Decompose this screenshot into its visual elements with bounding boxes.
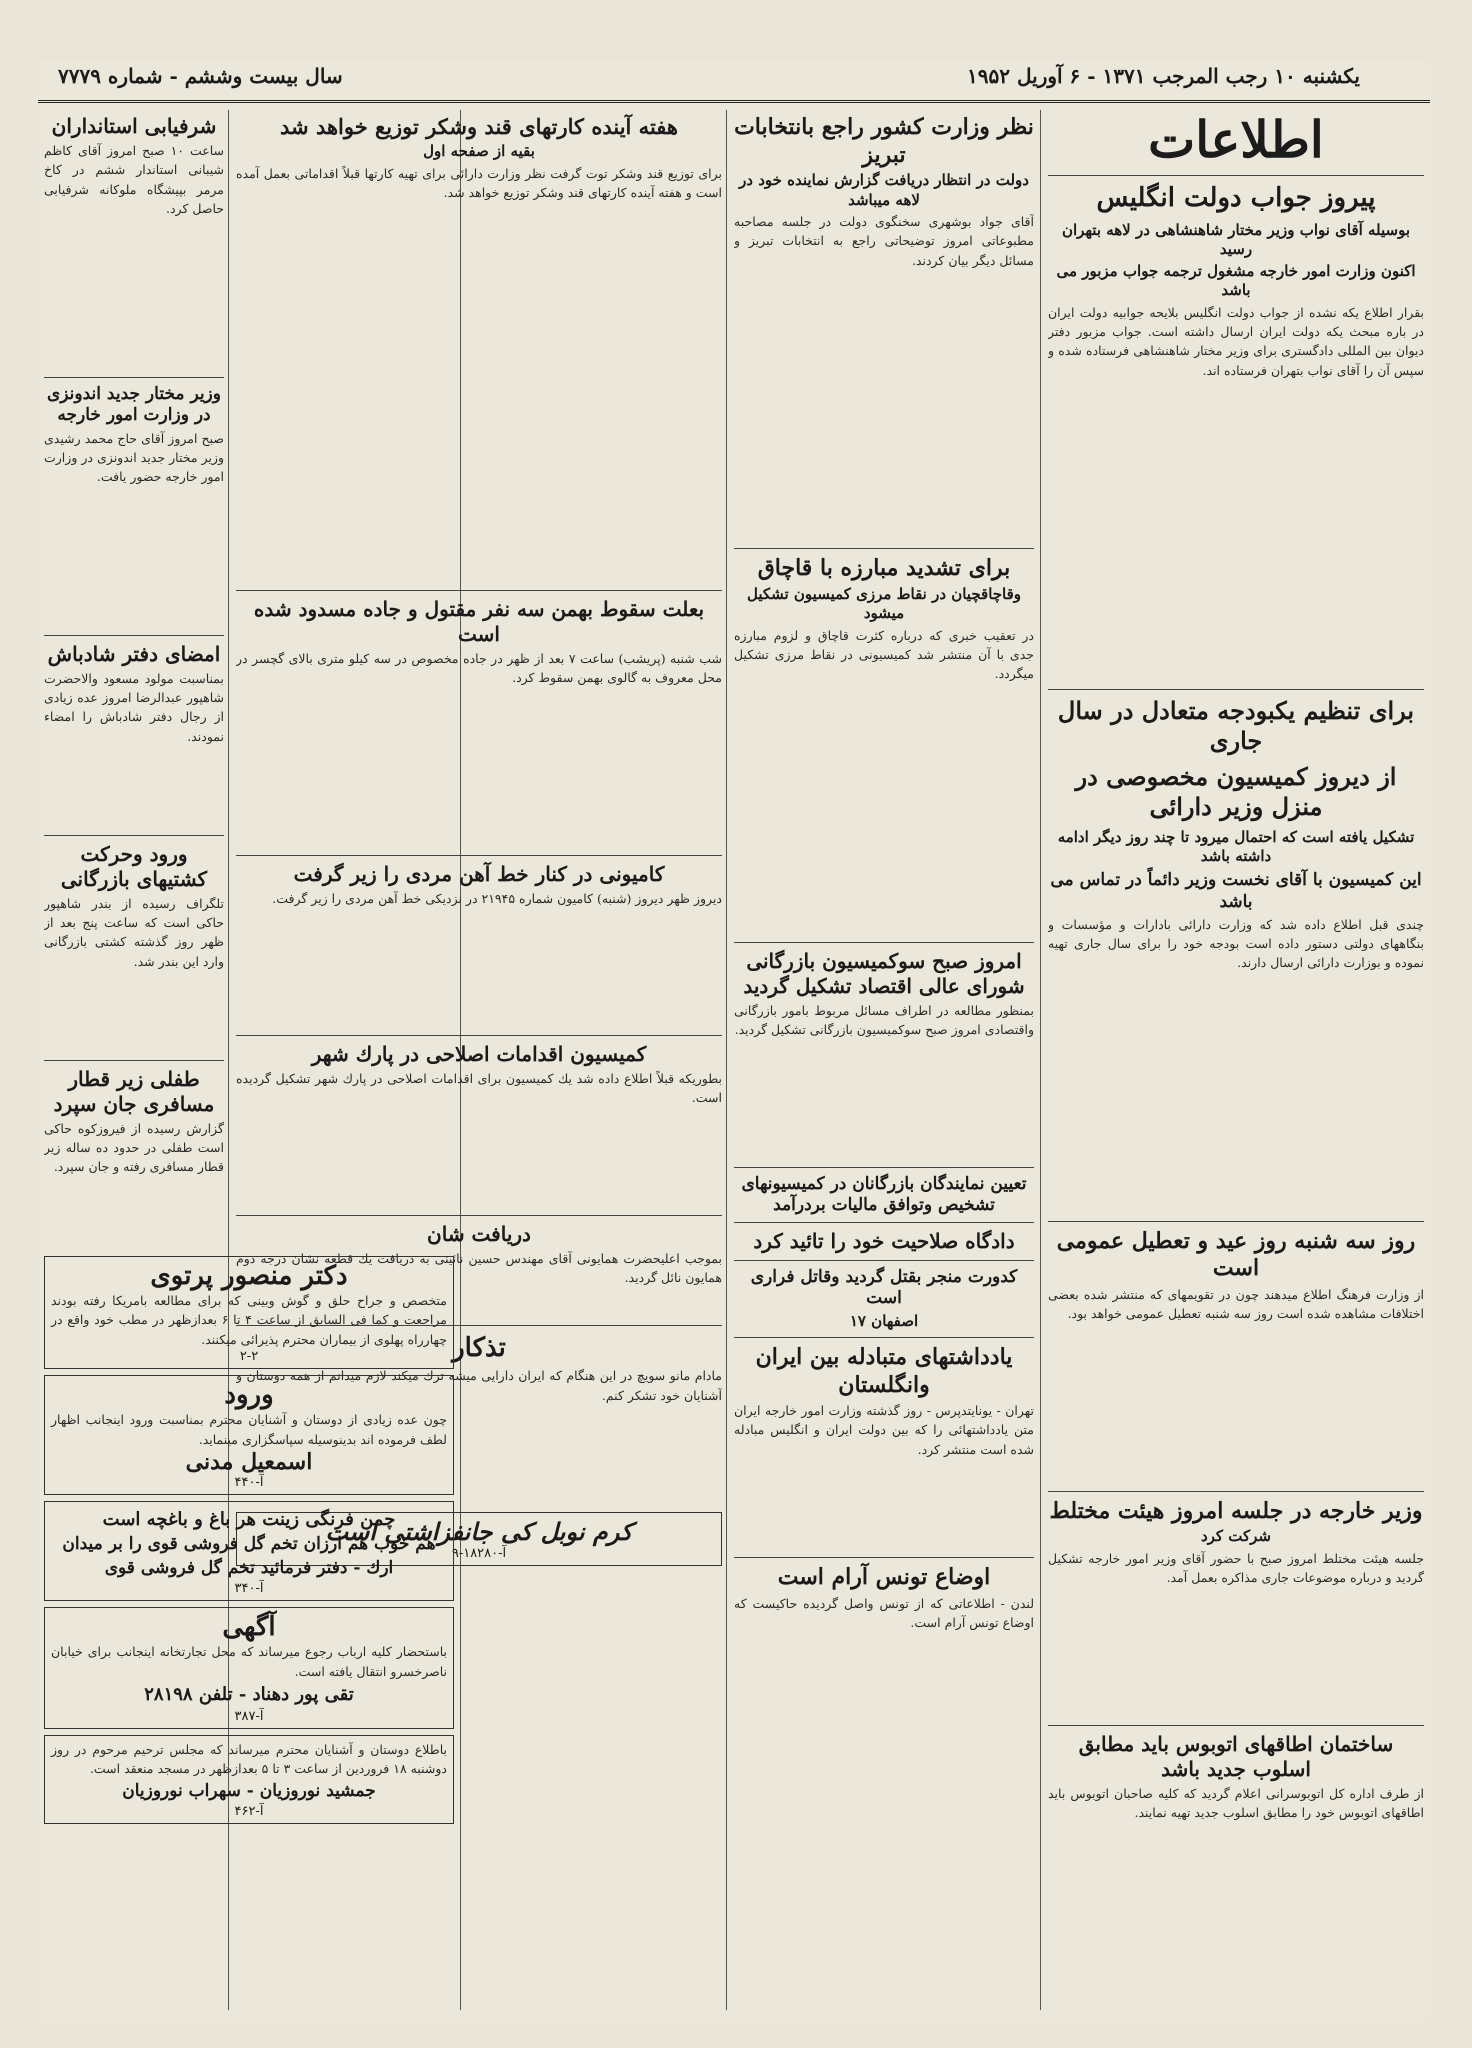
- headline-foreign-minister: وزير خارجه در جلسه امروز هيئت مختلط: [1049, 1497, 1423, 1524]
- advert-phone: تقى پور دهناد - تلفن ۲۸۱۹۸: [144, 1684, 354, 1706]
- article-body: بمناسبت مولود مسعود والاحضرت شاهپور عبدالرضا امروز عده زيادى از رجال دفتر شادباش را امضاء نمودند.: [44, 670, 224, 744]
- column-2: [734, 110, 1034, 2000]
- advert-text: باطلاع دوستان و آشنايان محترم ميرساند كه مجلس ترحيم مرحوم در روز دوشنبه ۱۸ فروردين از ساعت ۳ تا ۵ بعدازظهر در مسجد منعقد است.: [51, 1741, 447, 1776]
- headline-notes: يادداشتهاى متبادله بين ايران وانگلستان: [755, 1344, 1013, 1398]
- headline-train: طفلى زير قطار مسافرى جان سپرد: [53, 1066, 215, 1116]
- article-body: در تعقيب خبرى كه درباره كثرت قاچاق و لزوم مبارزه جدى با آن منتشر شد كميسيونى در نقاط مرزى تشكيل ميگردد.: [734, 627, 1034, 682]
- advert-code: ۲-۲: [239, 1349, 259, 1365]
- advert-code: آ-۳۴۰: [234, 1581, 264, 1597]
- headline-smuggling: براى تشديد مبارزه با قاچاق: [757, 555, 1011, 581]
- subheadline: دولت در انتظار دريافت گزارش نماينده خود در لاهه ميباشد: [739, 171, 1029, 209]
- advert-text: چون عده زيادى از دوستان و آشنايان محترم بمناسبت ورود اينجانب اظهار لطف فرموده اند بدينوسيله سپاسگزارى مينمايد.: [51, 1412, 447, 1447]
- advert-text: كرم نوبل كى جانفزاشتى است: [325, 1517, 633, 1547]
- article-body: چندى قبل اطلاع داده شد كه وزارت دارائى بادارات و مؤسسات و بنگاههاى دولتى دستور داده است بودجه خود را براى سال جارى تهيه نموده و بوزارت دارائى ارسال دارند.: [1048, 916, 1424, 971]
- headline-tabriz: نظر وزارت كشور راجع بانتخابات تبريز: [734, 114, 1034, 168]
- headline-bus: ساختمان اطاقهاى اتوبوس بايد مطابق اسلوب جديد باشد: [1078, 1731, 1394, 1781]
- article-body: تهران - يونايتدپرس - روز گذشته وزارت امور خارجه ايران متن يادداشتهائى را كه بين دولت ايران و انگليس مبادله شده است منتشر كرد.: [734, 1403, 1034, 1457]
- article-body: بموجب اعليحضرت همايونى آقاى مهندس حسين نائينى به دريافت يك قطعه نشان درجه دوم همايون نائل گرديد.: [236, 1250, 722, 1286]
- subheadline: وقاچاقچيان در نقاط مرزى كميسيون تشكيل ميشود: [746, 584, 1022, 622]
- article-body: جلسه هيئت مختلط امروز صبح با حضور آقاى وزير امور خارجه تشكيل گرديد و درباره موضوعات جارى مذاكره بعمل آمد.: [1048, 1550, 1424, 1586]
- article-body: ساعت ۱۰ صبح امروز آقاى كاظم شيبانى استاندار ششم در كاخ مرمر بپيشگاه ملوكانه شرفيابى حاصل كرد.: [44, 143, 224, 217]
- masthead-issue: سال بيست وششم - شماره ۷۷۷۹: [58, 64, 343, 88]
- advert-code: آ-۳۸۷: [234, 1708, 264, 1724]
- article-body: براى توزيع قند وشكر توت گرفت نظر وزارت دارائى براى تهيه كارتها قبلاً اقداماتى بعمل آمده است و هفته آينده كارتهاى قند وشكر توزيع خواهد شد.: [236, 165, 722, 201]
- article-body: آقاى جواد بوشهرى سخنگوى دولت در جلسه مصاحبه مطبوعاتى امروز توضيحاتى راجع به انتخابات تبريز و مسائل ديگر بيان كردند.: [734, 214, 1034, 268]
- headline-holiday: روز سه شنبه روز عيد و تعطيل عمومى است: [1056, 1227, 1416, 1282]
- article-body: تلگراف رسيده از بندر شاهپور حاكى است كه ساعت پنج بعد از ظهر روز گذشته كشتى بازرگانى وارد اين بندر شد.: [44, 895, 224, 969]
- article-body: از طرف اداره كل اتوبوسرانى اعلام گرديد كه كليه صاحبان اتوبوس بايد اطاقهاى اتوبوس خود را مطابق اسلوب جديد تهيه نمايند.: [1048, 1785, 1424, 1821]
- advert-text: متخصص و جراح حلق و گوش وبينى كه براى مطالعه بامريكا رفته بودند مراجعت و كما فى السابق از ساعت ۴ تا ۶ بعدازظهر در مطب خود واقع در چهارراه پهلوى از بيماران محترم پذيرائى ميكنند.: [51, 1293, 447, 1347]
- masthead: [38, 60, 1430, 103]
- article-body: گزارش رسيده از فيروزكوه حاكى است طفلى در حدود ده ساله زير قطار مسافرى رفته و جان سپرد.: [44, 1120, 224, 1175]
- headline-indonesia: وزير مختار جديد اندونزى در وزارت امور خارجه: [47, 384, 221, 426]
- subheadline: بوسيله آقاى نواب وزير مختار شاهنشاهى در لاهه بتهران رسيد: [1061, 220, 1411, 258]
- advert-code: آ-۴۴۰: [234, 1474, 264, 1490]
- subheadline: تشكيل يافته است كه احتمال ميرود تا چند روز ديگر ادامه داشته باشد: [1057, 827, 1415, 865]
- advert-seeds: [44, 1501, 454, 1602]
- advert-arrival: [44, 1375, 454, 1495]
- dateline: اصفهان ۱۷: [849, 1311, 919, 1330]
- continued-note: بقيه از صفحه اول: [423, 142, 535, 161]
- headline-court: دادگاه صلاحيت خود را تائيد كرد: [753, 1229, 1015, 1253]
- headline-notice: تذكار: [452, 1332, 506, 1363]
- subheadline: اكنون وزارت امور خارجه مشغول ترجمه جواب مزبور مى باشد: [1056, 261, 1416, 299]
- headline-truck: كاميونى در كنار خط آهن مردى را زير گرفت: [293, 861, 665, 886]
- headline-ships: ورود وحركت كشتيهاى بازرگانى: [60, 841, 208, 891]
- article-body: صبح امروز آقاى حاج محمد رشيدى وزير مختار جديد اندونزى در وزارت امور خارجه حضور يافت.: [44, 430, 224, 485]
- headline-park: كميسيون اقدامات اصلاحى در پارك شهر: [311, 1041, 647, 1066]
- article-body: بقرار اطلاع يكه نشده از جواب دولت انگليس بلايحه جوابيه دولت ايران در باره مبحث يكه دولت ايران ارسال داشته است. جواب مزبور دفتر ديوان بين المللى دادگسترى براى وزير مختار شاهنشاهى فرستاده شده و سپس آن را آقاى نواب بتهران فرستاده اند.: [1048, 304, 1424, 378]
- advert-title: دكتر منصور پرتوى: [150, 1261, 348, 1291]
- advert-signature: اسمعيل مدنى: [185, 1448, 313, 1475]
- advert-line: هم خوب هم ارزان تخم گل فروشى قوى را بر ميدان: [62, 1534, 436, 1555]
- column-1: [1048, 110, 1424, 2000]
- article-body: ديروز ظهر ديروز (شنبه) كاميون شماره ۲۱۹۴۵ در نزديكى خط آهن مردى را زير گرفت.: [272, 890, 722, 906]
- headline-british-reply: پيروز جواب دولت انگليس: [1096, 183, 1376, 213]
- headline-budget: براى تنظيم يكبودجه متعادل در سال جارى: [1057, 695, 1415, 755]
- article-body: از وزارت فرهنگ اطلاع ميدهند چون در تقويمهاى كه منتشر شده بعضى اختلافات مشاهده شده است روز سه شنبه تعطيل عمومى خواهد بود.: [1048, 1286, 1424, 1322]
- article-body: شب شنبه (پريشب) ساعت ۷ بعد از ظهر در جاده مخصوص در سه كيلو مترى بالاى گچسر در محل معروف به گالوى بهمن سقوط كرد.: [236, 650, 722, 686]
- column-rule: [726, 110, 727, 2010]
- newspaper-logo: اطلاعات: [1148, 110, 1324, 169]
- advertisements: [44, 1250, 454, 2020]
- advert-signature: جمشيد نوروزيان - سهراب نوروزيان: [122, 1781, 376, 1802]
- newspaper-page: [38, 60, 1430, 2022]
- headline-governors: شرفيابى استانداران: [51, 114, 217, 138]
- advert-line: چمن فرنگى زينت هر باغ و باغچه است: [102, 1508, 396, 1530]
- column-4: [44, 110, 224, 1240]
- advert-code: آ-۴۶۲: [234, 1804, 264, 1820]
- column-rule: [1040, 110, 1041, 2010]
- advert-title: آگهى: [222, 1612, 276, 1643]
- headline-murder: كدورت منجر بقتل گرديد وقاتل فرارى است: [750, 1267, 1018, 1309]
- headline-budget-commission: از ديروز كميسيون مخصوصى در منزل وزير دارائى: [1075, 761, 1397, 821]
- headline-tax: تعيين نمايندگان بازرگانان در كميسيونهاى تشخيص وتوافق ماليات بردرآمد: [741, 1173, 1027, 1215]
- article-body: بطوريكه قبلاً اطلاع داده شد يك كميسيون براى اقدامات اصلاحى در پارك شهر تشكيل گرديده است.: [236, 1070, 722, 1106]
- subheadline: شركت كرد: [1200, 1527, 1272, 1546]
- advert-memorial: [44, 1735, 454, 1825]
- advert-doctor: [44, 1256, 454, 1369]
- headline-medal: دريافت شان: [427, 1221, 531, 1246]
- advert-text: باستحضار كليه ارباب رجوع ميرساند كه محل تجارتخانه اينجانب براى خيابان ناصرخسرو انتقال يافته است.: [51, 1644, 447, 1679]
- article-body: لندن - اطلاعاتى كه از تونس واصل گرديده حاكيست كه اوضاع تونس آرام است.: [734, 1595, 1034, 1630]
- advert-code: آ-۱۸۲۸۰-۹: [451, 1546, 507, 1562]
- headline-avalanche: بعلت سقوط بهمن سه نفر مقتول و جاده مسدود شده است: [253, 596, 705, 646]
- advert-title: ورود: [224, 1380, 274, 1411]
- headline-congratulation: امضاى دفتر شادباش: [47, 641, 221, 666]
- headline-tunisia: اوضاع تونس آرام است: [777, 1564, 991, 1590]
- headline-commerce-commission: امروز صبح سوكميسيون بازرگانى شوراى عالى اقتصاد تشكيل گرديد: [743, 948, 1025, 998]
- headline-sugar-cards: هفته آينده كارتهاى قند وشكر توزيع خواهد شد: [280, 114, 678, 139]
- masthead-date: يكشنبه ۱۰ رجب المرجب ۱۳۷۱ - ۶ آوريل ۱۹۵۲: [967, 64, 1360, 88]
- article-body: بمنظور مطالعه در اطراف مسائل مربوط بامور بازرگانى واقتصادى امروز صبح سوكميسيون بازرگانى تشكيل گرديد.: [734, 1002, 1034, 1037]
- article-body: مادام مانو سويچ در اين هنگام كه ايران دارايى ميشه ترك ميكند لازم ميدانم از همه دوستان و آشنايان خود تشكر كنم.: [236, 1368, 722, 1403]
- advert-line: ارك - دفتر فرمائيد تخم گل فروشى قوى: [104, 1558, 394, 1579]
- advert-notice: [44, 1607, 454, 1728]
- subheadline: اين كميسيون با آقاى نخست وزير دائماً در تماس مى باشد: [1050, 869, 1422, 912]
